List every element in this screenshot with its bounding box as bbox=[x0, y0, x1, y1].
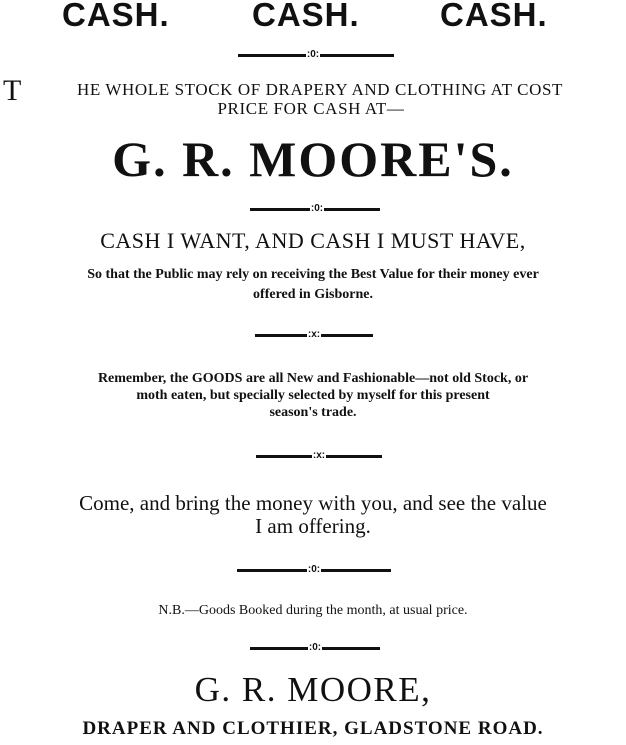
divider-bar bbox=[321, 334, 373, 337]
stock-line-2: PRICE FOR CASH AT— bbox=[217, 99, 405, 118]
invitation-line-1: Come, and bring the money with you, and see the value bbox=[79, 491, 547, 515]
divider-3 bbox=[254, 330, 374, 340]
divider-2 bbox=[245, 204, 385, 214]
cash-header bbox=[0, 0, 626, 36]
signature-name: G. R. MOORE, bbox=[194, 670, 432, 709]
divider-ornament: :0: bbox=[308, 642, 322, 653]
signature-title: DRAPER AND CLOTHIER, GLADSTONE ROAD. bbox=[82, 718, 544, 739]
divider-bar bbox=[255, 334, 307, 337]
divider-5 bbox=[232, 565, 396, 575]
divider-bar bbox=[326, 455, 382, 458]
divider-bar bbox=[320, 54, 394, 57]
nota-bene: N.B.—Goods Booked during the month, at usual price. bbox=[158, 603, 468, 618]
divider-bar bbox=[256, 455, 312, 458]
remember-line-3: season's trade. bbox=[269, 405, 357, 420]
remember-line-2: moth eaten, but specially selected by myself for this present bbox=[136, 388, 490, 403]
store-name-heading: G. R. MOORE'S. bbox=[112, 131, 514, 187]
divider-4 bbox=[254, 451, 384, 461]
cash-headline: CASH I WANT, AND CASH I MUST HAVE, bbox=[100, 228, 526, 253]
stock-line-1: HE WHOLE STOCK OF DRAPERY AND CLOTHING AT COST bbox=[76, 80, 563, 99]
remember-line-1: Remember, the GOODS are all New and Fashionable—not old Stock, or bbox=[97, 371, 529, 386]
invitation-line-2: I am offering. bbox=[255, 514, 371, 538]
cash-word-2: CASH. bbox=[252, 0, 360, 33]
divider-6 bbox=[247, 643, 383, 653]
divider-bar bbox=[321, 569, 391, 572]
public-notice-line-1: So that the Public may rely on receiving the Best Value for their money ever bbox=[87, 267, 539, 282]
divider-bar bbox=[324, 208, 380, 211]
public-notice-line-2: offered in Gisborne. bbox=[253, 287, 373, 302]
divider-bar bbox=[322, 647, 380, 650]
drop-cap: T bbox=[3, 74, 22, 107]
divider-bar bbox=[238, 54, 306, 57]
divider-1 bbox=[236, 50, 396, 60]
cash-word-3: CASH. bbox=[440, 0, 548, 33]
divider-bar bbox=[250, 208, 310, 211]
divider-ornament: :x: bbox=[312, 450, 326, 461]
divider-bar bbox=[237, 569, 307, 572]
cash-word-1: CASH. bbox=[62, 0, 170, 33]
divider-ornament: :0: bbox=[307, 564, 321, 575]
divider-ornament: :0: bbox=[310, 203, 324, 214]
divider-ornament: :0: bbox=[306, 49, 320, 60]
divider-bar bbox=[250, 647, 308, 650]
divider-ornament: :x: bbox=[307, 329, 321, 340]
